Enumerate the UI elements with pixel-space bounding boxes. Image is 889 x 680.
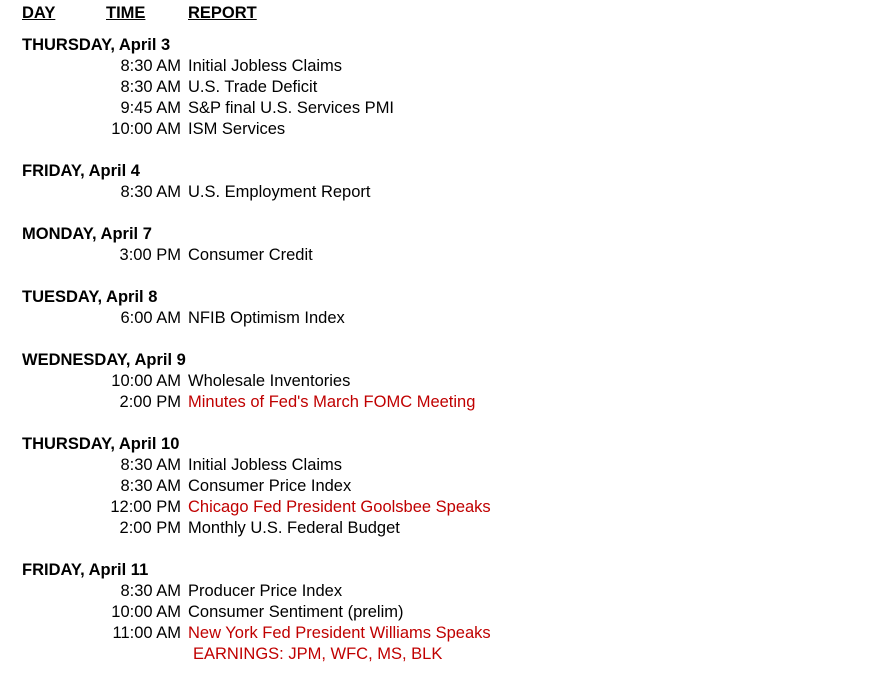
event-time: 3:00 PM (119, 246, 181, 264)
event-report: Producer Price Index (188, 582, 343, 600)
event-time: 8:30 AM (120, 57, 181, 75)
event-row (0, 602, 889, 623)
event-report: Initial Jobless Claims (188, 57, 343, 75)
event-row (0, 56, 889, 77)
event-time: 11:00 AM (112, 624, 181, 642)
day-title: FRIDAY, April 4 (22, 162, 140, 180)
event-report: Monthly U.S. Federal Budget (188, 519, 400, 537)
event-row (0, 623, 889, 644)
event-row (0, 581, 889, 602)
event-time: 8:30 AM (120, 183, 181, 201)
event-time: 10:00 AM (111, 120, 181, 138)
event-report: NFIB Optimism Index (188, 309, 345, 327)
day-block (0, 161, 889, 203)
event-time: 9:45 AM (120, 99, 181, 117)
event-report: ISM Services (188, 120, 286, 138)
event-report: Consumer Price Index (188, 477, 352, 495)
day-title: TUESDAY, April 8 (22, 288, 158, 306)
column-header-day: DAY (22, 4, 56, 22)
day-block (0, 287, 889, 329)
day-title: FRIDAY, April 11 (22, 561, 149, 579)
event-report-highlighted: Minutes of Fed's March FOMC Meeting (188, 393, 476, 411)
event-row (0, 245, 889, 266)
event-time: 8:30 AM (120, 477, 181, 495)
event-row (0, 182, 889, 203)
schedule-list (0, 35, 889, 680)
day-block (0, 434, 889, 539)
event-report: Consumer Credit (188, 246, 313, 264)
event-time: 8:30 AM (120, 582, 181, 600)
event-report-highlighted: New York Fed President Williams Speaks (188, 624, 491, 642)
day-title: THURSDAY, April 3 (22, 36, 171, 54)
event-row (0, 476, 889, 497)
day-block (0, 350, 889, 413)
event-time: 6:00 AM (120, 309, 181, 327)
event-report: Initial Jobless Claims (188, 456, 343, 474)
event-row (0, 392, 889, 413)
event-report: Wholesale Inventories (188, 372, 351, 390)
event-report: U.S. Employment Report (188, 183, 371, 201)
event-time: 10:00 AM (111, 603, 181, 621)
event-row (0, 98, 889, 119)
event-report: U.S. Trade Deficit (188, 78, 318, 96)
column-header-time: TIME (106, 4, 146, 22)
event-row (0, 518, 889, 539)
column-header-report: REPORT (188, 4, 257, 22)
earnings-note: EARNINGS: JPM, WFC, MS, BLK (193, 645, 443, 663)
day-title: MONDAY, April 7 (22, 225, 152, 243)
event-report: S&P final U.S. Services PMI (188, 99, 395, 117)
day-block (0, 35, 889, 140)
event-row (0, 371, 889, 392)
event-time: 12:00 PM (110, 498, 181, 516)
event-row (0, 308, 889, 329)
event-report-highlighted: Chicago Fed President Goolsbee Speaks (188, 498, 491, 516)
day-block (0, 224, 889, 266)
event-time: 8:30 AM (120, 78, 181, 96)
day-title: THURSDAY, April 10 (22, 435, 180, 453)
event-row (0, 77, 889, 98)
event-time: 10:00 AM (111, 372, 181, 390)
event-time: 2:00 PM (119, 519, 181, 537)
event-row (0, 119, 889, 140)
day-block (0, 560, 889, 665)
day-title: WEDNESDAY, April 9 (22, 351, 186, 369)
event-report: Consumer Sentiment (prelim) (188, 603, 404, 621)
event-row (0, 497, 889, 518)
event-row (0, 455, 889, 476)
event-time: 8:30 AM (120, 456, 181, 474)
event-time: 2:00 PM (119, 393, 181, 411)
